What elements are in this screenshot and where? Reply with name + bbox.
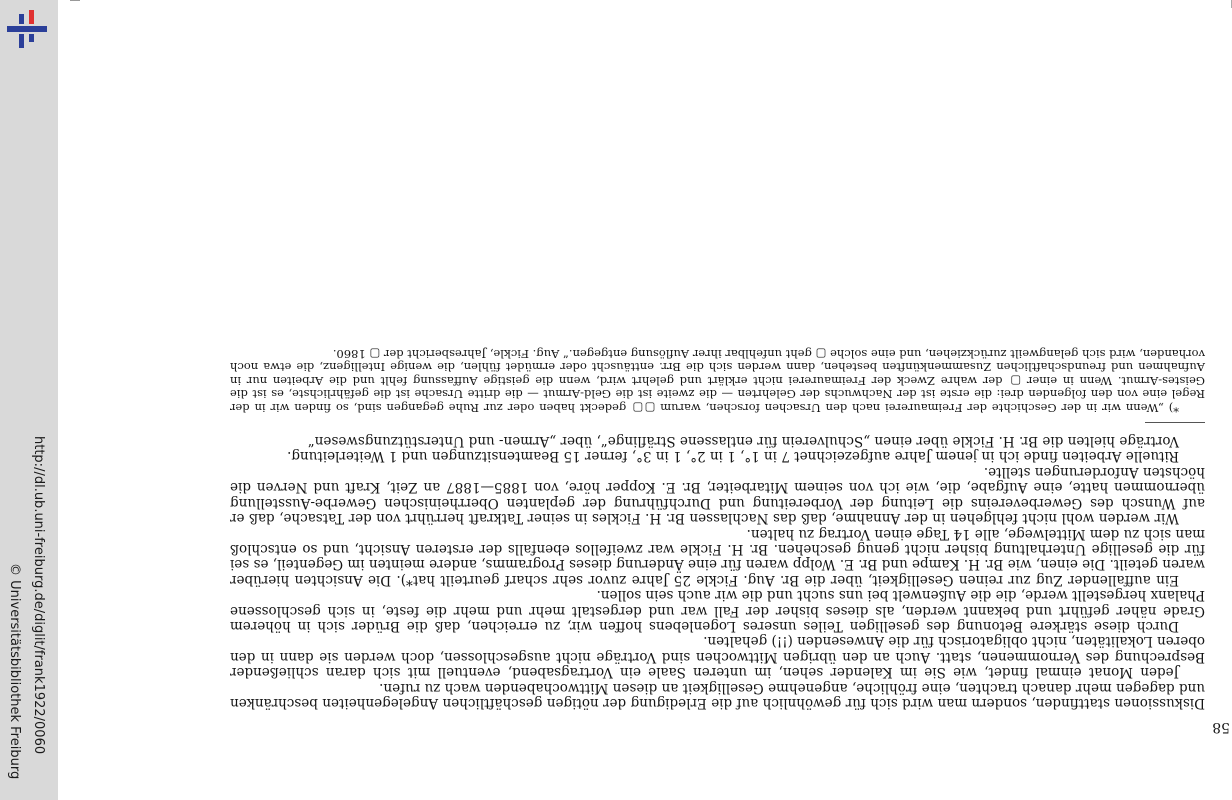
footnote-rule <box>1145 422 1205 423</box>
page-text-column <box>230 346 1205 710</box>
paragraph: Durch diese stärkere Betonung des geselligen Teiles unseres Logenlebens hoffen wir, zu erreichen, daß die Brüder sich in höherem Grade näher geführt und bekannt werden, als dieses bisher der Fall war und dergestalt mehr und mehr die feste, in sich geschlossene Phalanx hergestellt werde, die die Außenwelt bei uns sucht und die wir auch sein sollen. <box>230 587 1205 634</box>
paragraph: Diskussionen stattfinden, sondern man wird sich für gewöhnlich auf die Erledigung der nötigen geschäftlichen Angelegenheiten beschränken und dagegen mehr danach trachten, eine fröhliche, angenehme Geselligkeit an diesen Mittwochabenden wach zu rufen. <box>230 679 1205 711</box>
paragraph: Wir werden wohl nicht fehlgehen in der Annahme, daß das Nachlassen Br. H. Fickles in seiner Tatkraft herrührt von der Tatsache, daß er auf Wunsch des Gewerbevereins die Leitung der Vorbereitung und Durchführung der geplanten Oberrheinischen Gewerbe-Ausstellung übernommen hatte, eine Aufgabe, die, wie ich von seinem Mitarbeiter, Br. E. Kopper höre, von 1885—1887 an Zeit, Kraft und Nerven die höchsten Anforderungen stellte. <box>230 463 1205 527</box>
page-edge-mark <box>70 0 80 1</box>
page-number: 58 <box>1212 719 1230 735</box>
ub-freiburg-logo[interactable] <box>5 8 49 52</box>
copyright-notice: © Universitätsbibliothek Freiburg <box>7 563 22 780</box>
document-url[interactable]: http://dl.ub.uni-freiburg.de/diglit/frank1922/0060 <box>31 436 46 755</box>
paragraph: Vorträge hielten die Br. H. Fickle über einen „Schulverein für entlassene Sträflinge“, über „Armen- und Unterstützungswesen“ <box>307 433 1179 450</box>
paragraph: Rituelle Arbeiten finde ich in jenem Jahre aufgezeichnet 7 in 1°, 1 in 2°, 1 in 3°, ferner 15 Beamtensitzungen und 1 Weiterleitung. <box>287 448 1179 465</box>
scanned-page <box>195 135 1230 735</box>
footnote: *) „Wenn wir in der Geschichte der Freimaurerei nach den Ursachen forschen, warum ▢▢ gedeckt haben oder zur Ruhe gegangen sind, so finden wir in der Regel eine von den folgenden drei: die erste ist der Nachwuchs der Gelehrten — die zweite ist die Geld-Armut — die dritte Ursache ist die gefährlichste, es ist die Geistes-Armut. Wenn in einer ▢ der wahre Zweck der Freimaurerei nicht erklärt und gelehrt wird, wenn die geistige Auffassung fehlt und die Arbeiten nur in Aufnahmen und freundschaftlichen Zusammenkünften bestehen, dann werden sich die Brr. enttäuscht oder ermüdet fühlen, die wenige Intelligenz, die etwa noch vorhanden, wird sich gelangweilt zurückziehen, und eine solche ▢ geht unfehlbar ihrer Auflösung entgegen.“ Aug. Fickle, Jahresbericht der ▢ 1860. <box>230 346 1205 415</box>
paragraph: Jeden Monat einmal findet, wie Sie im Kalender sehen, im unteren Saale ein Vortragsabend, eventuell mit sich daran schließender Besprechung des Vernommenen, statt. Auch an den übrigen Mittwochen sind Vorträge nicht ausgeschlossen, doch werden sie dann in den oberen Lokalitäten, nicht obligatorisch für die Anwesenden (!!) gehalten. <box>230 633 1205 681</box>
paragraph: Ein auffallender Zug zur reinen Geselligkeit, über die Br. Aug. Fickle 25 Jahre zuvor sehr scharf geurteilt hat*). Die Ansichten hierüber waren geteilt. Die einen, wie Br. H. Kampe und Br. E. Wolpp waren für eine Änderung dieses Programms, andere meinten im Gegenteil, es sei für die gesellige Unterhaltung bisher nicht genug geschehen. Br. H. Fickle war zweifellos ebenfalls der ersteren Ansicht, und so entschloß man sich zu dem Mittelwege, alle 14 Tage einen Vortrag zu halten. <box>230 525 1205 588</box>
viewer-sidebar <box>0 0 58 800</box>
